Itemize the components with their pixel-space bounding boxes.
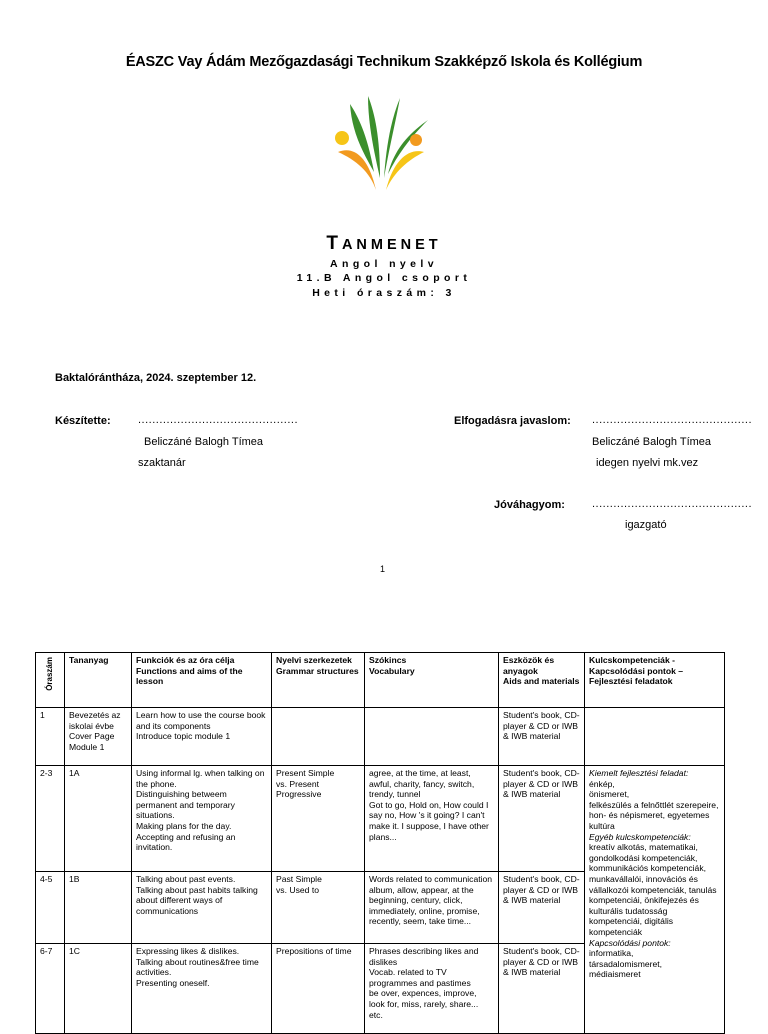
accept-label: Elfogadásra javaslom:	[454, 415, 571, 427]
col-header-grammar: Nyelvi szerkezetek Grammar structures	[272, 653, 365, 708]
prepared-by-role: szaktanár	[138, 457, 186, 469]
col-header-competences: Kulcskompetenciák - Kapcsolódási pontok – Fejlesztési feladatok	[585, 653, 725, 708]
cell-hours: 4-5	[36, 872, 65, 944]
subject-line: Angol nyelv	[330, 258, 438, 270]
cell-functions: Learn how to use the course book and its components Introduce topic module 1	[132, 708, 272, 766]
group-line: 11.B Angol csoport	[296, 272, 472, 284]
cell-functions: Talking about past events. Talking about past habits talking about different ways of communications	[132, 872, 272, 944]
page-number: 1	[380, 564, 386, 574]
col-header-hours: Óraszám	[36, 653, 65, 708]
logo-head-right	[410, 134, 422, 146]
col-header-aids: Eszközök és anyagok Aids and materials	[499, 653, 585, 708]
accept-role: idegen nyelvi mk.vez	[596, 457, 699, 469]
cell-vocabulary	[365, 708, 499, 766]
logo-leaf-center-left	[368, 96, 380, 178]
cell-functions: Expressing likes & dislikes. Talking about routines&free time activities. Presenting oneself.	[132, 944, 272, 1034]
hours-line: Heti óraszám: 3	[312, 287, 456, 299]
col-header-vocabulary: Szókincs Vocabulary	[365, 653, 499, 708]
cell-material: 1C	[65, 944, 132, 1034]
cell-hours: 1	[36, 708, 65, 766]
cell-grammar: Prepositions of time	[272, 944, 365, 1034]
cell-vocabulary: Words related to communication album, allow, appear, at the beginning, century, click, immediately, online, promise, recently, seem, take time...	[365, 872, 499, 944]
logo-head-left	[335, 131, 349, 145]
table-row	[36, 708, 725, 766]
approve-signature-line: .............................................	[592, 498, 753, 510]
cell-aids: Student's book, CD-player & CD or IWB & IWB material	[499, 944, 585, 1034]
cell-functions: Using informal lg. when talking on the phone. Distinguishing betweem permanent and temporary situations. Making plans for the day. Accepting and refusing an invitation.	[132, 766, 272, 872]
col-header-material: Tananyag	[65, 653, 132, 708]
cell-competences: Kiemelt fejlesztési feladat: énkép, önismeret, felkészülés a felnőttlét szerepeire, hon- és népismeret, egyetemes kultúra Egyéb kulcskompetenciák: kreatív alkotás, matematikai, gondolkodási kompetenciák, kommunikációs kompetenciák, munkavállalói, innovációs és vállalkozói kompetenciák, tanulás kompetenciái, önkifejezés és kulturális tudatosság kompetenciái, digitális kompetenciák Kapcsolódási pontok: informatika, társadalomismeret, médiaismeret	[585, 766, 725, 1034]
prepared-by-label: Készítette:	[55, 415, 111, 427]
prepared-signature-line: .............................................	[138, 414, 299, 426]
approve-label: Jóváhagyom:	[494, 499, 565, 511]
cell-material: Bevezetés az iskolai évbe Cover Page Module 1	[65, 708, 132, 766]
school-logo	[330, 94, 434, 198]
table-header-row	[36, 653, 725, 708]
col-header-functions: Funkciók és az óra célja Functions and aims of the lesson	[132, 653, 272, 708]
cell-vocabulary: agree, at the time, at least, awful, charity, fancy, switch, trendy, tunnel Got to go, Hold on, How could I say no, How 's it going? I can't make it. I suppose, I have other plans...	[365, 766, 499, 872]
accept-name: Beliczáné Balogh Tímea	[592, 436, 712, 448]
place-date: Baktalórántháza, 2024. szeptember 12.	[55, 372, 257, 384]
logo-leaf-right	[388, 120, 428, 174]
cell-aids: Student's book, CD-player & CD or IWB & IWB material	[499, 872, 585, 944]
cell-grammar: Present Simple vs. Present Progressive	[272, 766, 365, 872]
cell-aids: Student's book, CD-player & CD or IWB & IWB material	[499, 708, 585, 766]
cell-aids: Student's book, CD-player & CD or IWB & IWB material	[499, 766, 585, 872]
cell-material: 1B	[65, 872, 132, 944]
cell-hours: 6-7	[36, 944, 65, 1034]
cell-grammar: Past Simple vs. Used to	[272, 872, 365, 944]
prepared-by-name: Beliczáné Balogh Tímea	[144, 436, 264, 448]
cell-competences	[585, 708, 725, 766]
cell-grammar	[272, 708, 365, 766]
school-name: ÉASZC Vay Ádám Mezőgazdasági Technikum Szakképző Iskola és Kollégium	[125, 54, 643, 70]
approve-role: igazgató	[625, 519, 667, 531]
cell-hours: 2-3	[36, 766, 65, 872]
cell-material: 1A	[65, 766, 132, 872]
table-row	[36, 766, 725, 872]
document-title: TANMENET	[326, 233, 442, 254]
logo-figure-right	[386, 151, 424, 190]
lesson-plan-table	[35, 652, 725, 1034]
accept-signature-line: .............................................	[592, 414, 753, 426]
cell-vocabulary: Phrases describing likes and dislikes Vocab. related to TV programmes and pastimes be over, expences, improve, look for, miss, rarely, share... etc.	[365, 944, 499, 1034]
